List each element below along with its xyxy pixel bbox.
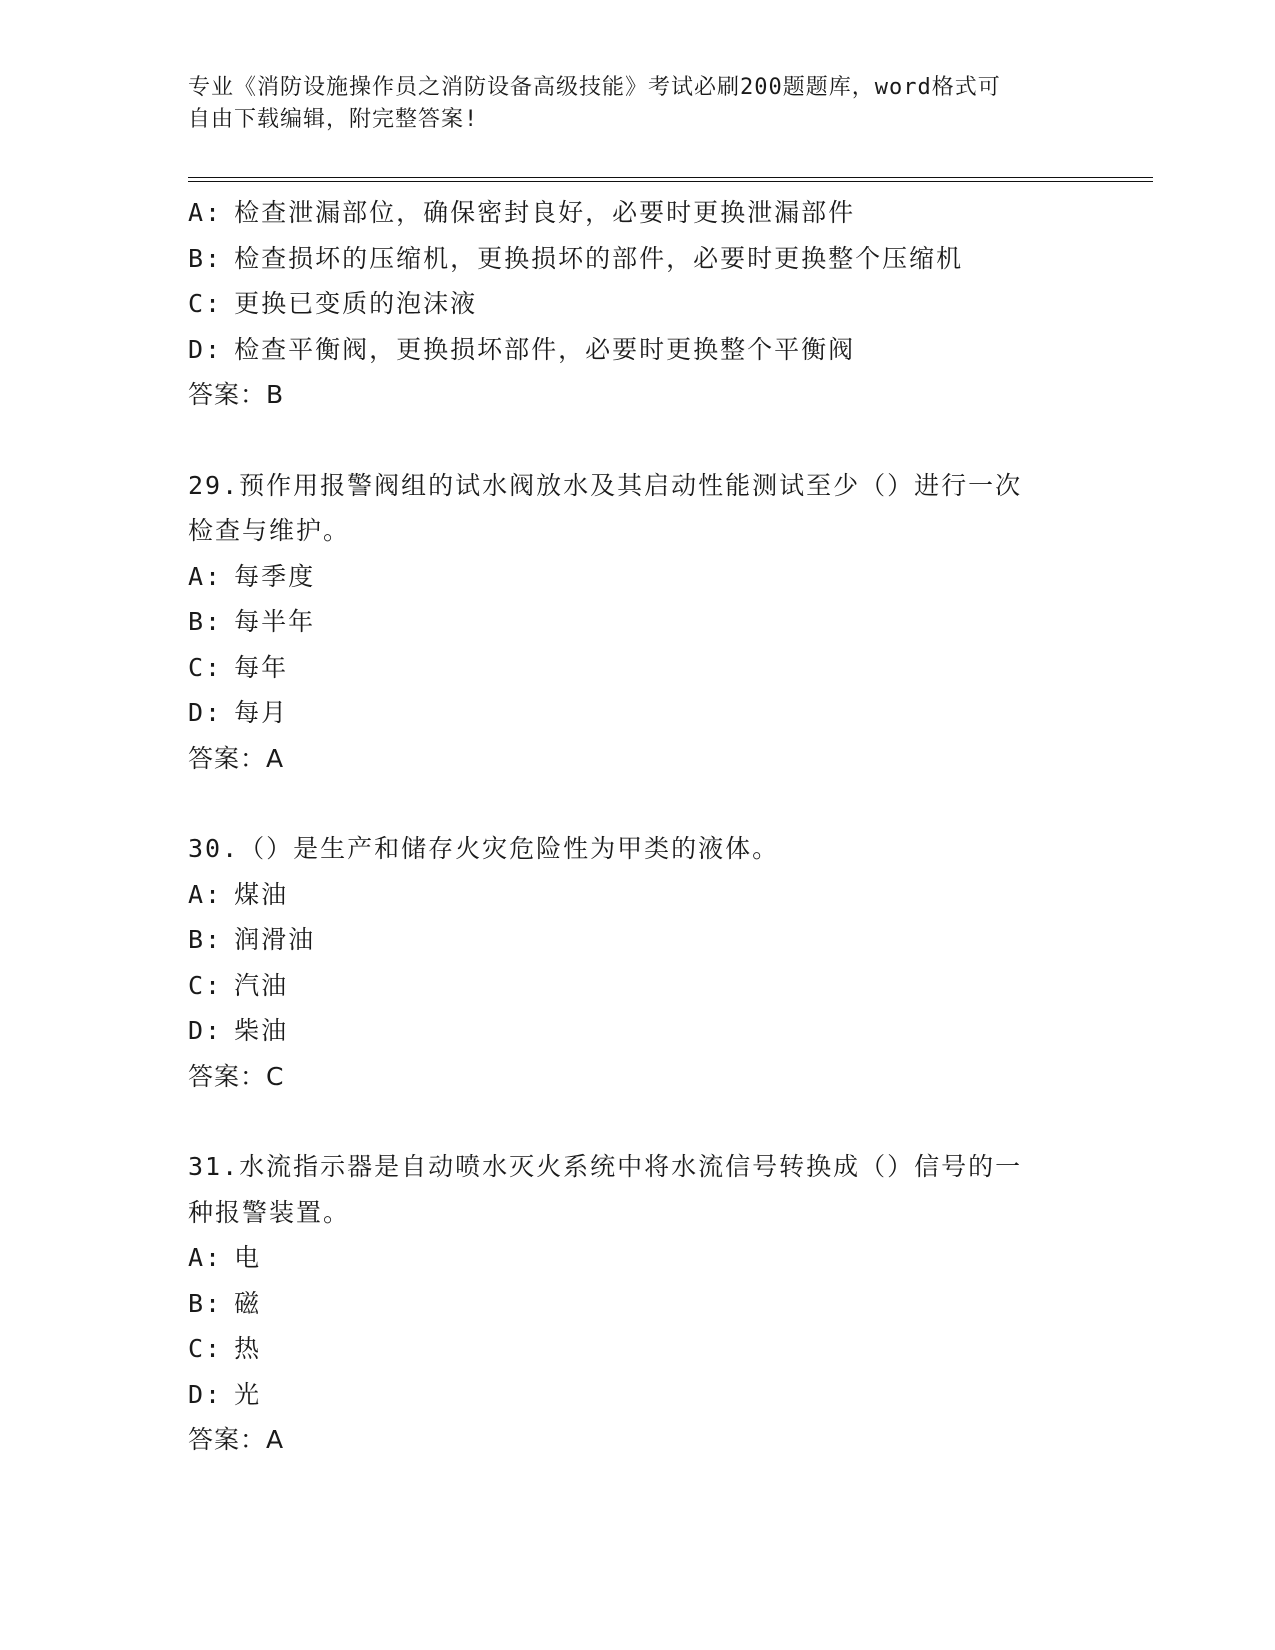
- option-b: B: 每半年: [188, 607, 316, 636]
- header-line-2: 自由下载编辑，附完整答案!: [188, 107, 479, 132]
- question-list: [188, 190, 1088, 1463]
- question-28: [188, 190, 1088, 418]
- option-a: A: 每季度: [188, 561, 316, 591]
- question-text: 29.预作用报警阀组的试水阀放水及其启动性能测试至少（）进行一次: [188, 470, 1023, 500]
- option-d: D: 柴油: [188, 1016, 289, 1045]
- header-line-1: 专业《消防设施操作员之消防设备高级技能》考试必刷200题题库，word格式可: [188, 75, 1001, 100]
- option-a: A: 检查泄漏部位，确保密封良好，必要时更换泄漏部件: [188, 198, 856, 227]
- option-c: C: 每年: [188, 652, 289, 682]
- question-text: 30.（）是生产和储存火灾危险性为甲类的液体。: [188, 834, 780, 863]
- option-d: D: 检查平衡阀，更换损坏部件，必要时更换整个平衡阀: [188, 334, 856, 364]
- document-header: [188, 72, 1088, 136]
- option-b: B: 润滑油: [188, 925, 316, 954]
- answer: 答案：C: [188, 1061, 285, 1091]
- answer: 答案：A: [188, 1425, 285, 1454]
- option-c: C: 更换已变质的泡沫液: [188, 289, 478, 318]
- question-text: 31.水流指示器是自动喷水灭火系统中将水流信号转换成（）信号的一: [188, 1152, 1023, 1181]
- question-29: [188, 463, 1088, 782]
- header-divider: [188, 177, 1153, 182]
- option-c: C: 汽油: [188, 970, 289, 1000]
- option-b: B: 检查损坏的压缩机，更换损坏的部件，必要时更换整个压缩机: [188, 243, 964, 273]
- option-a: A: 电: [188, 1243, 262, 1272]
- option-a: A: 煤油: [188, 879, 289, 909]
- answer: 答案：B: [188, 380, 285, 409]
- answer: 答案：A: [188, 743, 285, 773]
- option-b: B: 磁: [188, 1288, 262, 1318]
- option-d: D: 每月: [188, 698, 289, 727]
- question-text-continued: 检查与维护。: [188, 516, 351, 545]
- option-d: D: 光: [188, 1379, 262, 1409]
- option-c: C: 热: [188, 1334, 262, 1363]
- question-text-continued: 种报警装置。: [188, 1197, 351, 1227]
- question-31: [188, 1144, 1088, 1463]
- question-30: [188, 826, 1088, 1099]
